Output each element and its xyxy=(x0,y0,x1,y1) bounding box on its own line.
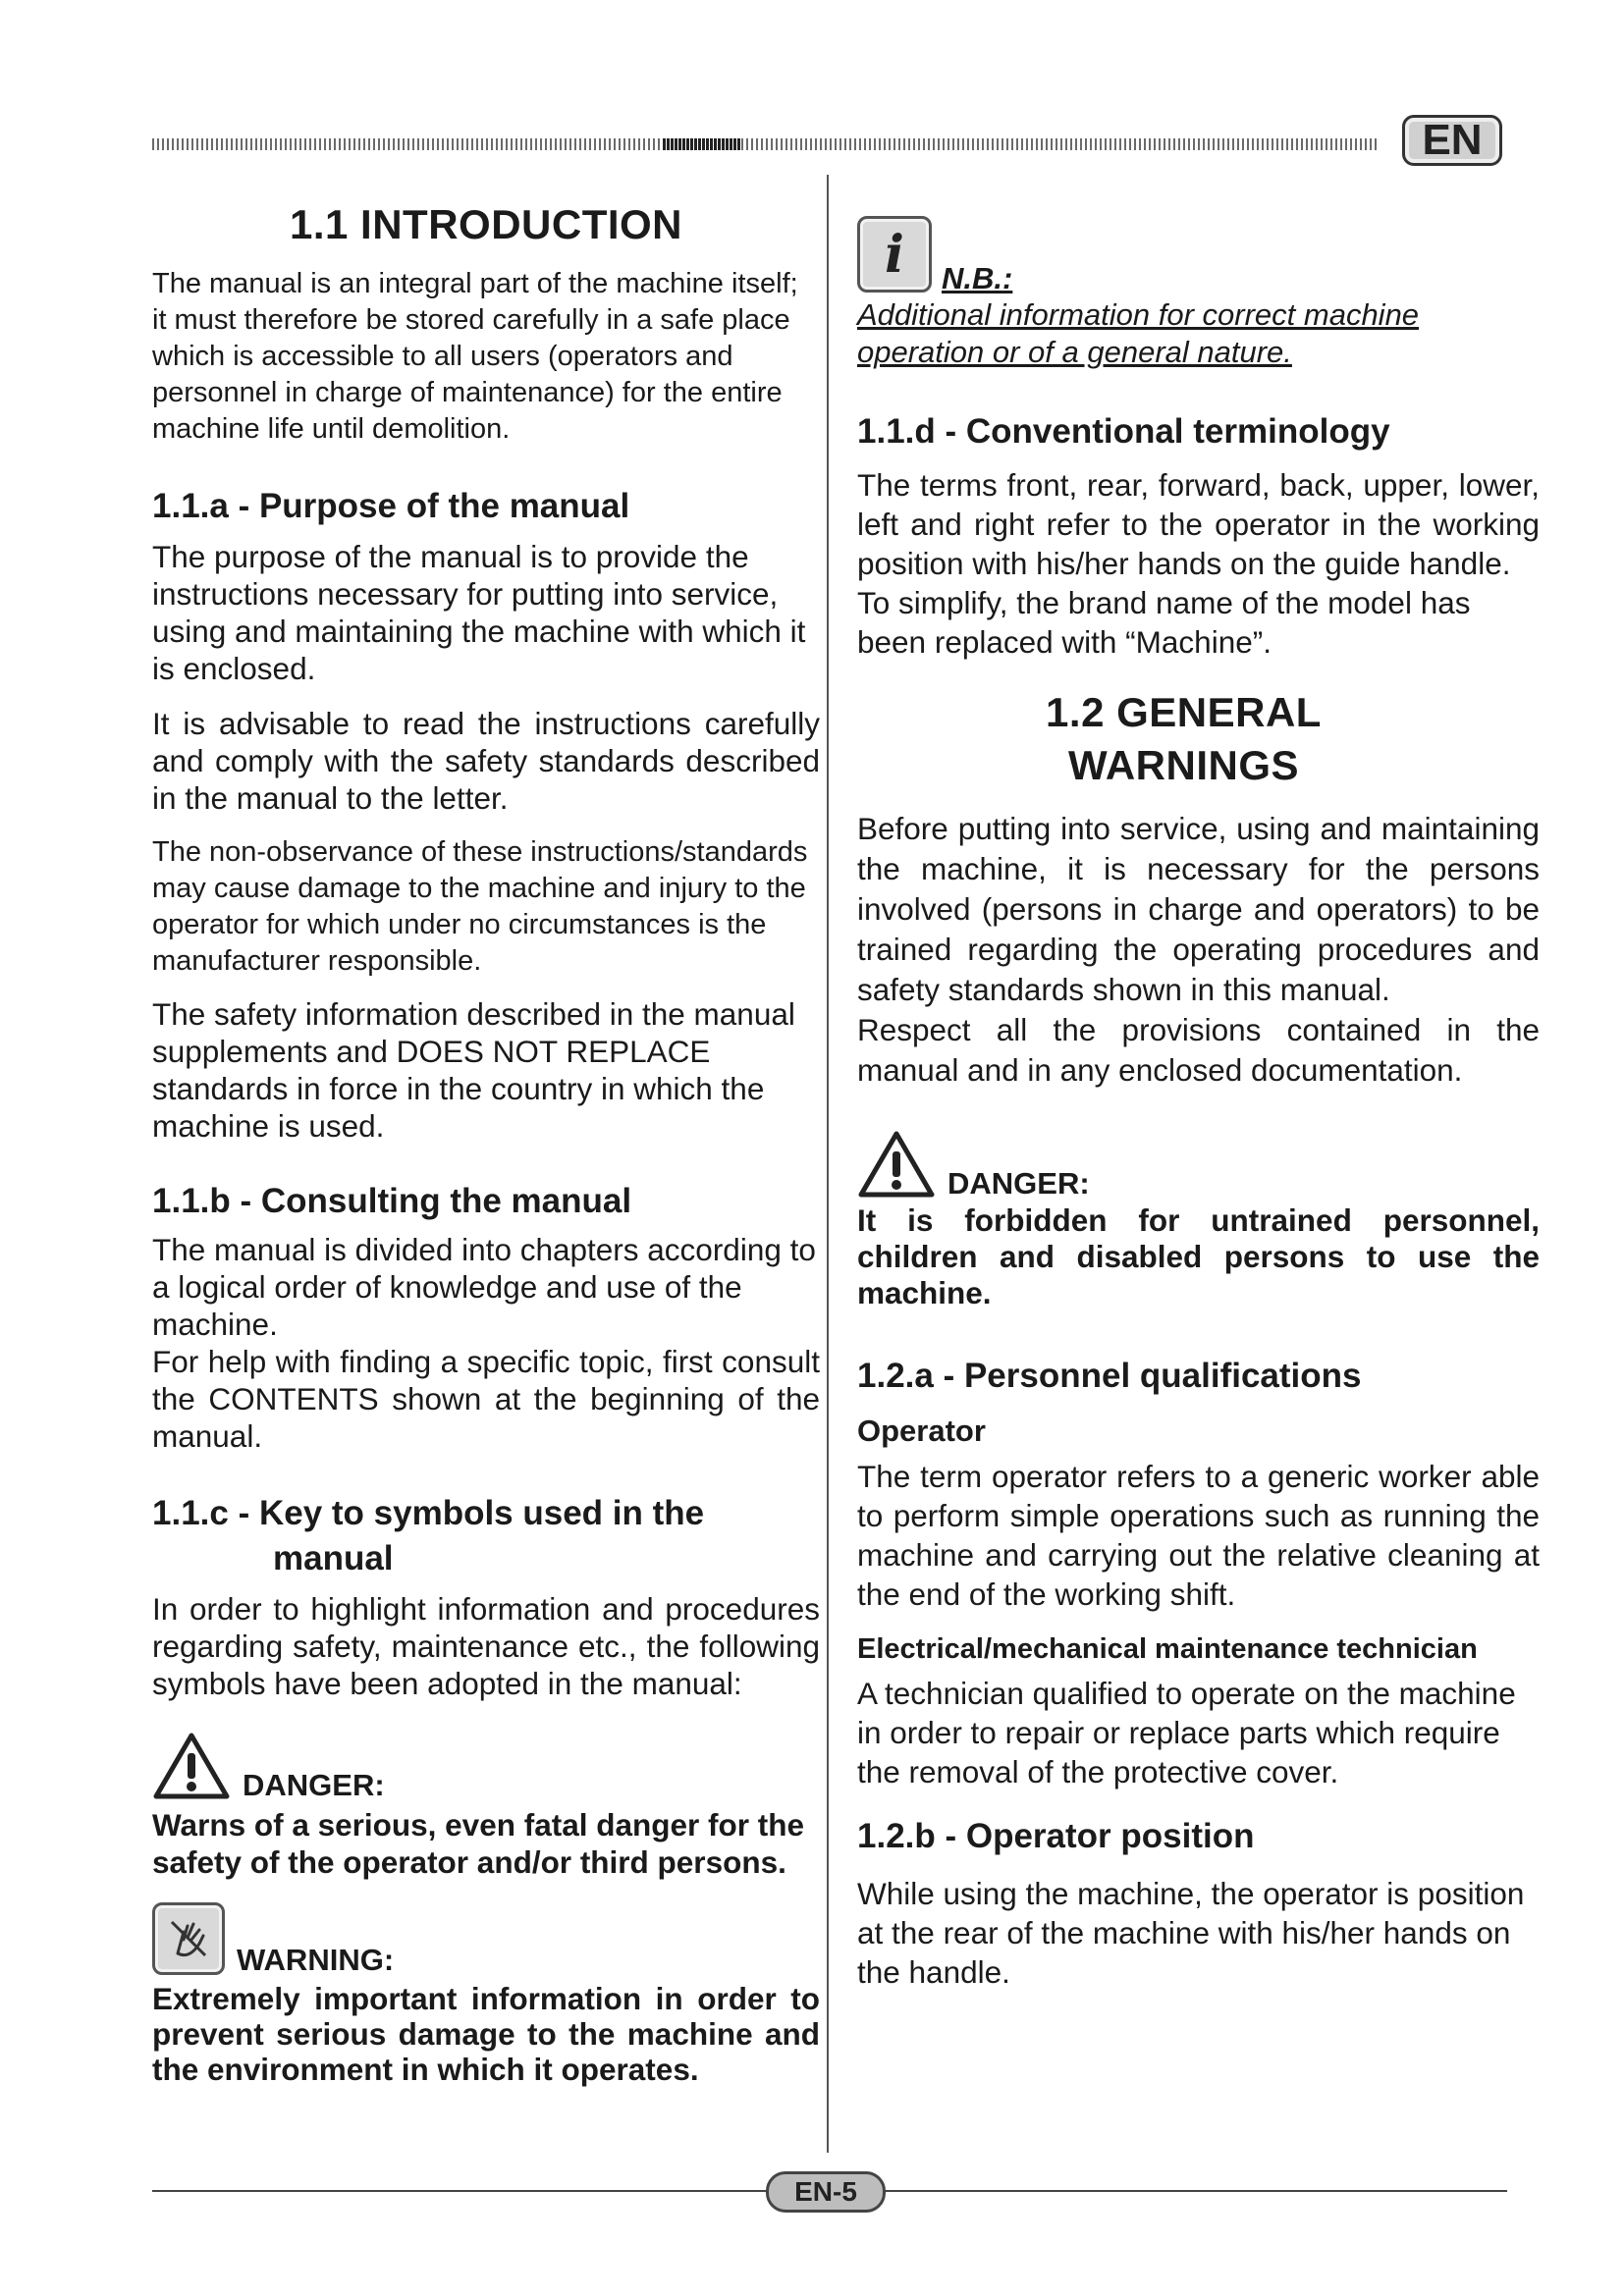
operator-text: The term operator refers to a generic worker able to perform simple operations such as running the machine and carrying out the relative cleaning at the end of the working shift. xyxy=(857,1459,1540,1612)
terminology-heading: 1.1.d - Conventional terminology xyxy=(857,412,1390,451)
general-warnings-paragraph-2: Respect all the provisions contained in the manual and in any enclosed documentation. xyxy=(857,1012,1540,1088)
nb-text: Additional information for correct machine operation or of a general nature. xyxy=(857,297,1420,369)
purpose-paragraph-2: It is advisable to read the instructions carefully and comply with the safety standards described in the manual to the letter. xyxy=(152,706,820,816)
left-column xyxy=(152,196,820,2087)
danger-symbol-row xyxy=(152,1732,820,1800)
info-icon: i xyxy=(857,216,932,293)
warning-hand-icon xyxy=(152,1902,225,1975)
warning-label: WARNING: xyxy=(237,1943,395,1977)
purpose-paragraph-1: The purpose of the manual is to provide the instructions necessary for putting into service, using and maintaining the machine with which it is enclosed. xyxy=(152,539,806,686)
personnel-heading: 1.2.a - Personnel qualifications xyxy=(857,1357,1362,1395)
danger-label: DANGER: xyxy=(243,1768,385,1802)
purpose-heading: 1.1.a - Purpose of the manual xyxy=(152,487,630,525)
consulting-heading: 1.1.b - Consulting the manual xyxy=(152,1182,632,1220)
consulting-paragraph-1: The manual is divided into chapters according to a logical order of knowledge and use of the machine. xyxy=(152,1232,816,1342)
symbols-heading: 1.1.c - Key to symbols used in the xyxy=(152,1494,705,1532)
danger-description-right: It is forbidden for untrained personnel, children and disabled persons to use the machine. xyxy=(857,1202,1540,1310)
purpose-paragraph-4: The safety information described in the manual supplements and DOES NOT REPLACE standards in force in the country in which the machine is used. xyxy=(152,996,795,1144)
warning-description: Extremely important information in order to prevent serious damage to the machine and the environment in which it operates. xyxy=(152,1981,820,2087)
header-rule xyxy=(152,138,1380,150)
technician-text: A technician qualified to operate on the machine in order to repair or replace parts which require the removal of the protective cover. xyxy=(857,1676,1516,1789)
danger-symbol-row-right xyxy=(857,1130,1540,1199)
general-warnings-title-2: WARNINGS xyxy=(1068,742,1299,788)
language-badge: EN xyxy=(1402,115,1502,166)
symbols-heading-cont: manual xyxy=(273,1539,394,1577)
danger-triangle-icon xyxy=(857,1130,936,1199)
general-warnings-title-1: 1.2 GENERAL xyxy=(1046,689,1322,735)
symbols-intro: In order to highlight information and procedures regarding safety, maintenance etc., the following symbols have been adopted in the manual: xyxy=(152,1591,820,1701)
right-column xyxy=(857,216,1540,1992)
column-divider xyxy=(827,175,829,2153)
danger-description: Warns of a serious, even fatal danger for the safety of the operator and/or third persons. xyxy=(152,1807,804,1880)
purpose-paragraph-3: The non-observance of these instructions/standards may cause damage to the machine and injury to the operator for which under no circumstances is the manufacturer responsible. xyxy=(152,836,808,977)
technician-heading: Electrical/mechanical maintenance technician xyxy=(857,1633,1478,1665)
operator-heading: Operator xyxy=(857,1414,986,1448)
introduction-title: 1.1 INTRODUCTION xyxy=(289,201,683,247)
terminology-paragraph-2: To simplify, the brand name of the model has been replaced with “Machine”. xyxy=(857,585,1471,660)
nb-symbol-row xyxy=(857,216,1540,293)
operator-position-heading: 1.2.b - Operator position xyxy=(857,1817,1255,1855)
introduction-text: The manual is an integral part of the machine itself; it must therefore be stored carefully in a safe place which is accessible to all users (operators and personnel in charge of maintenance) for the entire machine life until demolition. xyxy=(152,268,798,445)
terminology-paragraph-1: The terms front, rear, forward, back, upper, lower, left and right refer to the operator in the working position with his/her hands on the guide handle. xyxy=(857,467,1540,581)
general-warnings-paragraph-1: Before putting into service, using and maintaining the machine, it is necessary for the persons involved (persons in charge and operators) to be trained regarding the operating procedures and safety standards shown in this manual. xyxy=(857,811,1540,1007)
operator-position-text: While using the machine, the operator is position at the rear of the machine with his/her hands on the handle. xyxy=(857,1876,1525,1990)
danger-triangle-icon xyxy=(152,1732,231,1800)
consulting-paragraph-2: For help with finding a specific topic, first consult the CONTENTS shown at the beginning of the manual. xyxy=(152,1344,820,1454)
page-number-badge: EN-5 xyxy=(766,2171,886,2213)
warning-symbol-row xyxy=(152,1902,820,1975)
danger-label-right: DANGER: xyxy=(947,1166,1090,1201)
nb-label: N.B.: xyxy=(942,261,1013,295)
